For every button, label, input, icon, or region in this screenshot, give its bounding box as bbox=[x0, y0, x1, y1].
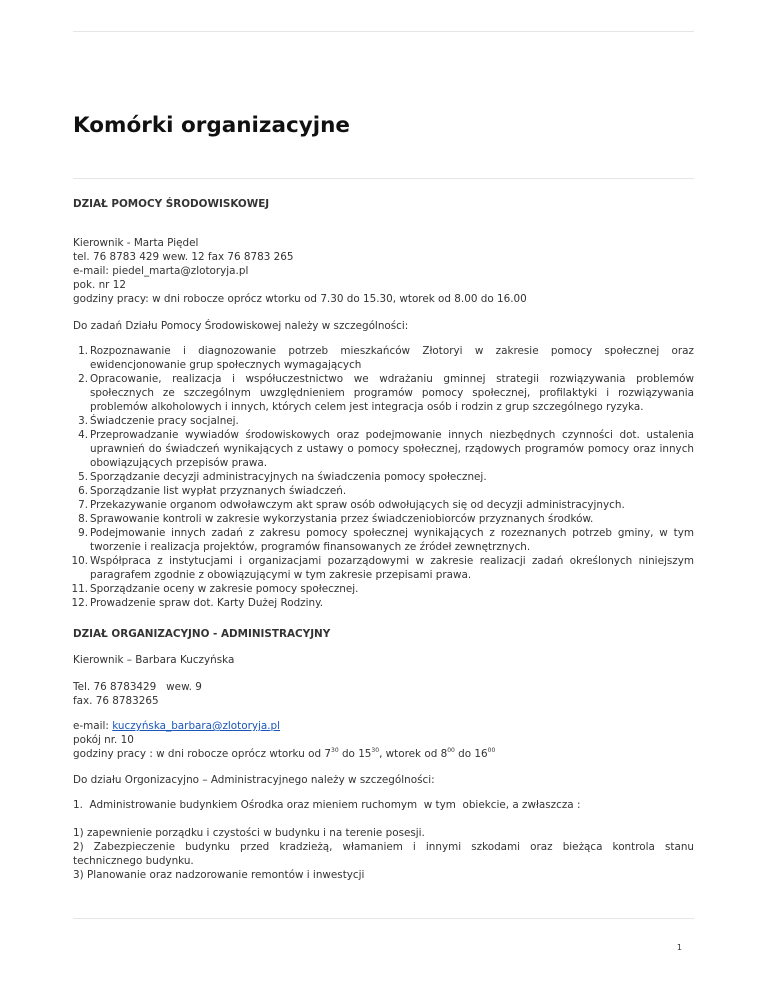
sub-item-2: 2) Zabezpieczenie budynku przed kradzieżą, włamaniem i innymi szkodami oraz bieżąca kontrola stanu bbox=[73, 841, 694, 853]
list-text: Współpraca z instytucjami i organizacjami pozarządowymi w zakresie realizacji zadań określonych niniejszym paragrafem zgodnie z obowiązującymi w tym zakresie przepisami prawa. bbox=[90, 555, 694, 581]
list-text: Sporządzanie oceny w zakresie pomocy społecznej. bbox=[90, 583, 359, 595]
manager-line: Kierownik - Marta Piędel bbox=[73, 237, 199, 249]
sub-item-1: 1) zapewnienie porządku i czystości w budynku i na terenie posesji. bbox=[73, 827, 425, 839]
list-number: 11. bbox=[71, 583, 88, 595]
list-number: 10. bbox=[71, 555, 88, 567]
list-text: Opracowanie, realizacja i współuczestnictwo we wdrażaniu gminnej strategii rozwiązywania problemów społecznych ze szczególnym uwzględnieniem programów pomocy społecznej, profilaktyki i rozwiązywania problemów alkoholowych i innych, których celem jest integracja osób i rodzin z grup szczególnego ryzyka. bbox=[90, 373, 694, 413]
email-link[interactable]: kuczyńska_barbara@zlotoryja.pl bbox=[112, 720, 281, 732]
list-number: 5. bbox=[78, 471, 88, 483]
page-number: 1 bbox=[676, 943, 682, 952]
hours-sup: 00 bbox=[447, 747, 455, 754]
list-item bbox=[73, 498, 694, 512]
list-number: 7. bbox=[78, 499, 88, 511]
list-item bbox=[73, 484, 694, 498]
document-page bbox=[73, 0, 694, 994]
list-item bbox=[73, 414, 694, 428]
list-item bbox=[73, 526, 694, 554]
list-text: Sporządzanie decyzji administracyjnych na świadczenia pomocy społecznej. bbox=[90, 471, 487, 483]
list-item bbox=[73, 470, 694, 484]
sub-item-3: 3) Planowanie oraz nadzorowanie remontów i inwestycji bbox=[73, 869, 365, 881]
hours-text: godziny pracy : w dni robocze oprócz wtorku od 7 bbox=[73, 748, 331, 760]
hours-sup: 30 bbox=[371, 747, 380, 754]
section1-intro: Do zadań Działu Pomocy Środowiskowej należy w szczególności: bbox=[73, 320, 409, 332]
list-number: 4. bbox=[78, 429, 88, 441]
list-number: 2. bbox=[78, 373, 88, 385]
list-item bbox=[73, 512, 694, 526]
list-number: 12. bbox=[71, 597, 88, 609]
title-divider bbox=[73, 178, 694, 179]
email2-line bbox=[73, 719, 280, 733]
phone-line: tel. 76 8783 429 wew. 12 fax 76 8783 265 bbox=[73, 251, 294, 263]
email-label: e-mail: bbox=[73, 720, 113, 732]
list-item bbox=[73, 596, 694, 610]
section-heading-organizacyjny: DZIAŁ ORGANIZACYJNO - ADMINISTRACYJNY bbox=[73, 628, 331, 640]
list-item bbox=[73, 582, 694, 596]
phone2-line: Tel. 76 8783429 wew. 9 bbox=[73, 681, 202, 693]
hours-text: do 15 bbox=[338, 748, 372, 760]
hours-text: do 16 bbox=[454, 748, 488, 760]
room-line: pok. nr 12 bbox=[73, 279, 126, 291]
list-item bbox=[73, 428, 694, 470]
list-text: Podejmowanie innych zadań z zakresu pomocy społecznej wynikających z rozeznanych potrzeb gminy, w tym tworzenie i realizacja projektów, programów finansowanych ze źródeł zewnętrznych. bbox=[90, 527, 694, 553]
list-text: Przeprowadzanie wywiadów środowiskowych oraz podejmowanie innych niezbędnych czynności dot. ustalenia uprawnień do świadczeń wynikających z ustawy o pomocy społecznej, rządowych programów pomocy oraz innych obowiązujących przepisów prawa. bbox=[90, 429, 694, 469]
page-title: Komórki organizacyjne bbox=[73, 113, 350, 138]
list-number: 6. bbox=[78, 485, 88, 497]
fax2-line: fax. 76 8783265 bbox=[73, 695, 159, 707]
hours-sup: 30 bbox=[331, 747, 339, 754]
list-item bbox=[73, 554, 694, 582]
list-text: Sporządzanie list wypłat przyznanych świadczeń. bbox=[90, 485, 347, 497]
list-text: Prowadzenie spraw dot. Karty Dużej Rodziny. bbox=[90, 597, 324, 609]
section2-point1: 1. Administrowanie budynkiem Ośrodka oraz mieniem ruchomym w tym obiekcie, a zwłaszcza : bbox=[73, 799, 581, 811]
list-number: 9. bbox=[78, 527, 88, 539]
section2-intro: Do działu Orgonizacyjno – Administracyjnego należy w szczególności: bbox=[73, 774, 435, 786]
hours2-line bbox=[73, 747, 495, 761]
hours-text: , wtorek od 8 bbox=[379, 748, 448, 760]
section-heading-pomoc: DZIAŁ POMOCY ŚRODOWISKOWEJ bbox=[73, 198, 270, 210]
email-line: e-mail: piedel_marta@zlotoryja.pl bbox=[73, 265, 249, 277]
list-number: 8. bbox=[78, 513, 88, 525]
list-text: Rozpoznawanie i diagnozowanie potrzeb mieszkańców Złotoryi w zakresie pomocy społecznej oraz ewidencjonowanie grup społecznych wymagających bbox=[90, 345, 694, 371]
bottom-divider bbox=[73, 918, 694, 919]
list-number: 3. bbox=[78, 415, 88, 427]
list-number: 1. bbox=[78, 345, 88, 357]
list-item bbox=[73, 344, 694, 372]
hours-line: godziny pracy: w dni robocze oprócz wtorku od 7.30 do 15.30, wtorek od 8.00 do 16.00 bbox=[73, 293, 527, 305]
list-text: Sprawowanie kontroli w zakresie wykorzystania przez świadczeniobiorców przyznanych środków. bbox=[90, 513, 594, 525]
list-item bbox=[73, 372, 694, 414]
list-text: Przekazywanie organom odwoławczym akt spraw osób odwołujących się od decyzji administracyjnych. bbox=[90, 499, 625, 511]
manager2-line: Kierownik – Barbara Kuczyńska bbox=[73, 654, 235, 666]
room2-line: pokój nr. 10 bbox=[73, 734, 134, 746]
hours-sup: 00 bbox=[487, 747, 496, 754]
sub-item-2-cont: technicznego budynku. bbox=[73, 855, 194, 867]
top-divider bbox=[73, 31, 694, 32]
list-text: Świadczenie pracy socjalnej. bbox=[90, 415, 239, 427]
tasks-list bbox=[73, 344, 694, 610]
